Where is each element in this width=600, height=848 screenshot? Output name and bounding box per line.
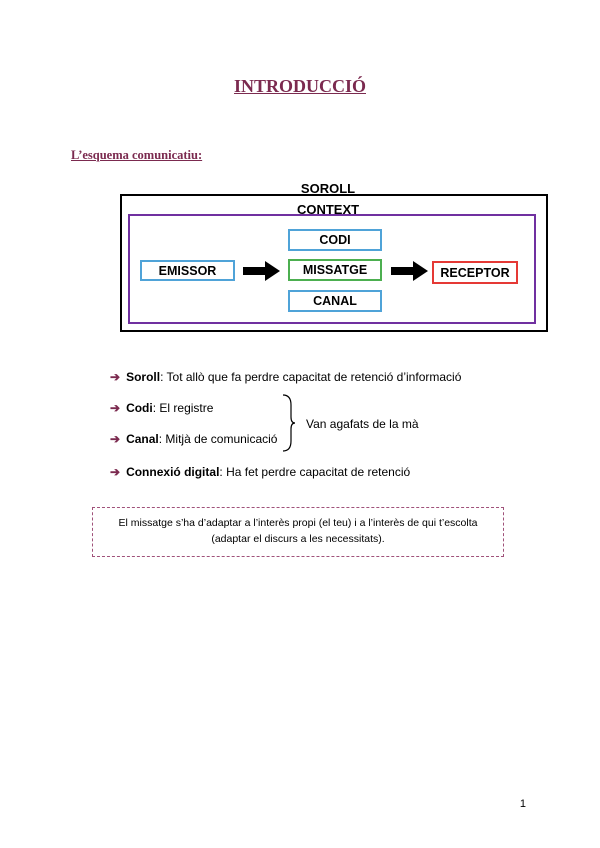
bullet-text: : Tot allò que fa perdre capacitat de retenció d’informació bbox=[160, 370, 462, 384]
list-item bbox=[110, 370, 461, 384]
page-title: INTRODUCCIÓ bbox=[233, 76, 366, 96]
section-heading: L’esquema comunicatiu: bbox=[71, 148, 203, 162]
note-line: (adaptar el discurs a les necessitats). bbox=[211, 533, 385, 545]
note-line: El missatge s’ha d’adaptar a l’interès propi (el teu) i a l’interès de qui t’escolta bbox=[118, 517, 478, 529]
list-item bbox=[110, 432, 277, 446]
bullet-text: : Ha fet perdre capacitat de retenció bbox=[219, 465, 411, 479]
right-brace-icon bbox=[282, 393, 296, 453]
emissor-label: EMISSOR bbox=[158, 263, 217, 278]
bullet-term: Soroll bbox=[126, 370, 161, 384]
emissor-box bbox=[140, 260, 235, 281]
missatge-box bbox=[288, 259, 382, 281]
bullet-arrow-icon: ➔ bbox=[110, 401, 121, 415]
receptor-label: RECEPTOR bbox=[440, 265, 510, 280]
codi-label: CODI bbox=[319, 233, 351, 247]
codi-box bbox=[288, 229, 382, 251]
soroll-label: SOROLL bbox=[300, 181, 356, 196]
note-box bbox=[92, 507, 504, 557]
bullet-arrow-icon: ➔ bbox=[110, 465, 121, 479]
list-item bbox=[110, 401, 213, 415]
right-arrow-icon bbox=[243, 261, 281, 281]
context-label: CONTEXT bbox=[296, 202, 360, 217]
canal-label: CANAL bbox=[313, 294, 357, 308]
bullet-text: : El registre bbox=[152, 401, 214, 415]
bullet-arrow-icon: ➔ bbox=[110, 370, 121, 384]
list-item bbox=[110, 465, 410, 479]
bullet-term: Canal bbox=[126, 432, 159, 446]
canal-box bbox=[288, 290, 382, 312]
bullet-arrow-icon: ➔ bbox=[110, 432, 121, 446]
brace-note: Van agafats de la mà bbox=[306, 417, 419, 431]
bullet-text: : Mitjà de comunicació bbox=[158, 432, 278, 446]
missatge-label: MISSATGE bbox=[302, 263, 368, 277]
page-number: 1 bbox=[519, 798, 526, 810]
receptor-box bbox=[432, 261, 518, 284]
bullet-term: Codi bbox=[126, 401, 153, 415]
right-arrow-icon bbox=[391, 261, 429, 281]
bullet-term: Connexió digital bbox=[126, 465, 220, 479]
